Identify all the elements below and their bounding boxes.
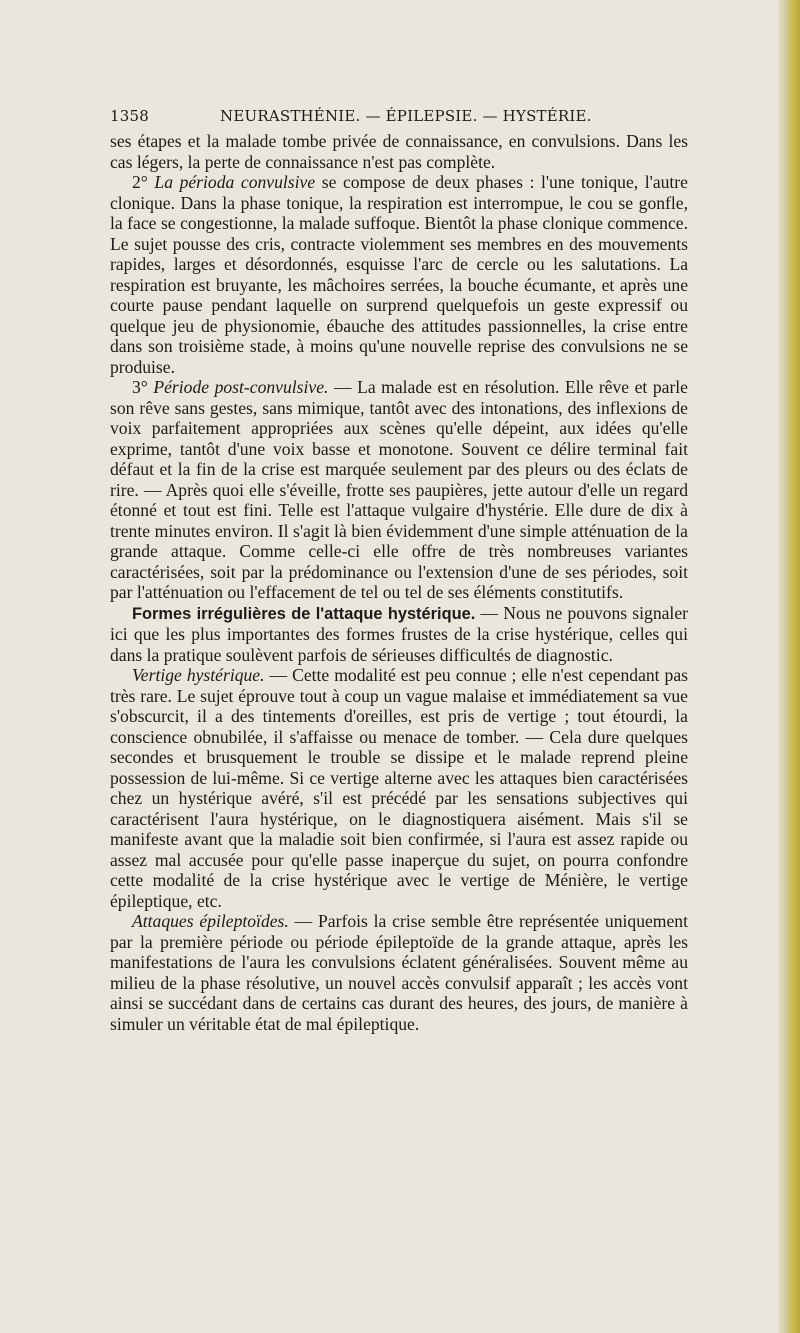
- paragraph-hysterical-vertigo: Vertige hystérique. — Cette modalité est peu connue ; elle n'est cependant pas très rare. Le sujet éprouve tout à coup un vague malaise et immédiatement sa vue s'obscurcit, il a des tintements d'oreilles, est pris de vertige ; tout étourdi, la conscience obnubilée, il s'affaisse ou menace de tomber. — Cela dure quelques secondes et brusquement le trouble se dissipe et le malade reprend pleine possession de lui-même. Si ce vertige alterne avec les attaques bien caractérisées chez un hystérique avéré, s'il est précédé par les sensations subjectives qui caractérisent l'aura hystérique, on le diagnostiquera aisément. Mais s'il se manifeste avant que la maladie soit bien confirmée, si l'aura est assez rapide ou assez mal accusée pour qu'elle passe inaperçue du sujet, on pourra confondre cette modalité de la crise hystérique avec le vertige de Ménière, le vertige épileptique, etc.: [110, 665, 689, 911]
- body-text: [110, 131, 688, 1034]
- paragraph-epileptoid-attacks: Attaques épileptoïdes. — Parfois la crise semble être représentée uniquement par la première période ou période épileptoïde de la grande attaque, après les manifestations de l'aura les convulsions éclatent généralisées. Souvent même au milieu de la phase résolutive, un nouvel accès convulsif apparaît ; les accès vont ainsi se succédant dans de certains cas durant des heures, des jours, de manière à simuler un véritable état de mal épileptique.: [110, 911, 688, 1034]
- running-title: NEURASTHÉNIE. — ÉPILEPSIE. — HYSTÉRIE.: [220, 107, 592, 125]
- section-heading: Période post-convulsive.: [153, 377, 329, 397]
- paragraph-irregular-forms: Formes irrégulières de l'attaque hystérique. — Nous ne pouvons signaler ici que les plus importantes des formes frustes de la crise hystérique, celles qui dans la pratique soulèvent parfois de sérieuses difficultés de diagnostic.: [110, 602, 688, 665]
- paragraph-continuation: ses étapes et la malade tombe privée de connaissance, en convulsions. Dans les cas légers, la perte de connaissance n'est pas complète.: [110, 131, 688, 172]
- running-head: [110, 107, 710, 125]
- section-heading: Vertige hystérique.: [132, 665, 265, 685]
- paragraph-convulsive-period: 2° La périoda convulsive se compose de deux phases : l'une tonique, l'autre clonique. Dans la phase tonique, la respiration est interrompue, le cou se gonfle, la face se congestionne, la malade suffoque. Bientôt la phase clonique commence. Le sujet pousse des cris, contracte violemment ses membres en des mouvements rapides, larges et désordonnés, esquisse l'arc de cercle ou les salutations. La respiration est bruyante, les mâchoires serrées, la bouche écumante, et après une courte pause pendant laquelle on surprend quelquefois un geste expressif ou quelque jeu de physionomie, ébauche des attitudes passionnelles, la crise entre dans son troisième stade, à moins qu'une nouvelle reprise des convulsions ne se produise.: [110, 172, 688, 377]
- section-number: 3°: [132, 377, 148, 397]
- page-edge: [778, 0, 800, 1333]
- section-heading: Attaques épileptoïdes.: [132, 911, 289, 931]
- page-number: 1358: [110, 107, 149, 125]
- section-heading: Formes irrégulières de l'attaque hystérique.: [132, 604, 476, 623]
- paragraph-post-convulsive-period: 3° Période post-convulsive. — La malade est en résolution. Elle rêve et parle son rêve sans gestes, sans mimique, tantôt avec des intonations, des inflexions de voix parfaitement appropriées aux scènes qu'elle dépeint, aux idées qu'elle exprime, tantôt d'une voix basse et monotone. Souvent ce délire terminal fait défaut et la fin de la crise est marquée seulement par des pleurs ou des éclats de rire. — Après quoi elle s'éveille, frotte ses paupières, jette autour d'elle un regard étonné et tout est fini. Telle est l'attaque vulgaire d'hystérie. Elle dure de dix à trente minutes environ. Il s'agit là bien évidemment d'une simple atténuation de la grande attaque. Comme celle-ci elle offre de très nombreuses variantes caractérisées, soit par la prédominance ou l'extension d'une de ses périodes, soit par l'atténuation ou l'effacement de tel ou tel de ses éléments constitutifs.: [110, 377, 688, 602]
- section-number: 2°: [132, 172, 148, 192]
- section-heading: La périoda convulsive: [154, 172, 316, 192]
